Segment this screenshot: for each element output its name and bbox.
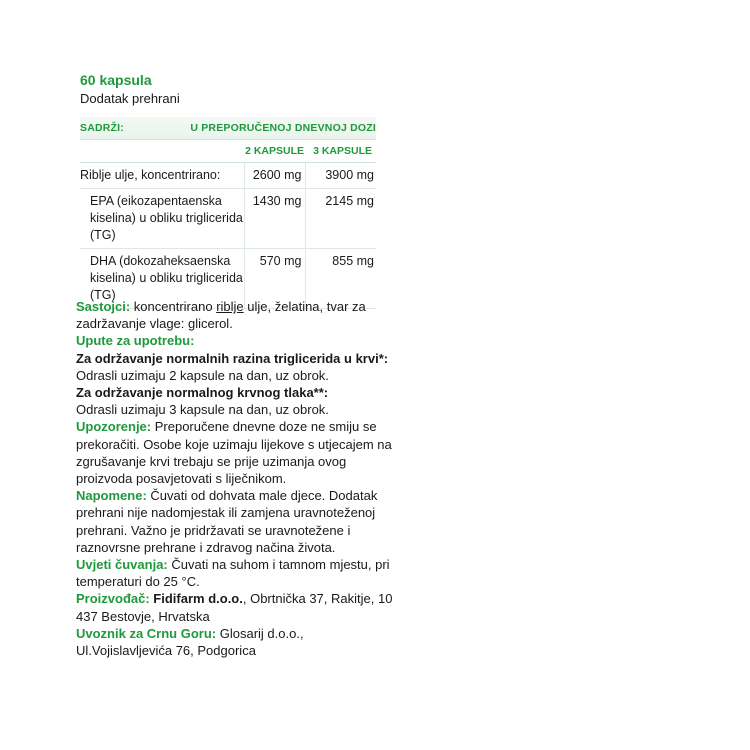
nutrition-table bbox=[80, 117, 376, 309]
usage-label: Upute za upotrebu: bbox=[76, 333, 195, 349]
col-daily-dose: U PREPORUČENOJ DNEVNOJ DOZI bbox=[190, 122, 376, 134]
table-header-row bbox=[80, 117, 376, 140]
importer-paragraph bbox=[76, 625, 396, 659]
usage1-text: Odrasli uzimaju 2 kapsule na dan, uz obrok. bbox=[76, 367, 329, 383]
producer-name: Fidifarm d.o.o. bbox=[149, 591, 243, 607]
col-2-capsules: 2 KAPSULE bbox=[245, 145, 304, 157]
notes-text: Čuvati od dohvata male djece. Dodatak prehrani nije nadomjestak ili zamjena uravnoteženoj prehrani. Važno je pridržavati se uravnotežene i raznovrsne prehrane i zdravog načina života. bbox=[76, 488, 378, 555]
ingredients-text-b: ulje, želatina, tvar za zadržavanje vlage: glicerol. bbox=[76, 299, 366, 332]
ingredients-label: Sastojci: bbox=[76, 299, 131, 314]
row-value-3caps: 2145 mg bbox=[305, 189, 376, 248]
producer-label: Proizvođač: bbox=[76, 591, 150, 607]
row-value-3caps: 855 mg bbox=[305, 249, 376, 308]
row-value-2caps: 1430 mg bbox=[244, 189, 306, 248]
ingredients-paragraph bbox=[76, 298, 396, 332]
usage2-title: Za održavanje normalnog krvnog tlaka**: bbox=[76, 385, 329, 401]
importer-text: Glosarij d.o.o., Ul.Vojislavljevića 76, Podgorica bbox=[76, 625, 304, 659]
table-row bbox=[80, 189, 376, 249]
warning-label: Upozorenje: bbox=[76, 419, 152, 435]
table-subheader-row bbox=[80, 140, 376, 163]
row-name: Riblje ulje, koncentrirano: bbox=[80, 168, 221, 182]
label-text bbox=[76, 298, 396, 659]
storage-label: Uvjeti čuvanja: bbox=[76, 557, 168, 573]
importer-label: Uvoznik za Crnu Goru: bbox=[76, 625, 217, 641]
row-value-3caps: 3900 mg bbox=[305, 163, 376, 188]
product-subtitle: Dodatak prehrani bbox=[80, 91, 180, 106]
storage-paragraph bbox=[76, 556, 396, 590]
ingredients-text-a: koncentrirano bbox=[130, 299, 217, 314]
table-row bbox=[80, 163, 376, 189]
warning-text: Preporučene dnevne doze ne smiju se prekoračiti. Osobe koje uzimaju lijekove s utjecajem na zgrušavanje krvi trebaju se prije uzimanja ovog proizvoda posavjetovati s liječnikom. bbox=[76, 419, 392, 487]
col-3-capsules: 3 KAPSULE bbox=[313, 145, 372, 157]
usage2-text: Odrasli uzimaju 3 kapsule na dan, uz obrok. bbox=[76, 402, 329, 418]
usage1-title: Za održavanje normalnih razina triglicerida u krvi*: bbox=[76, 350, 389, 366]
row-value-2caps: 2600 mg bbox=[244, 163, 306, 188]
row-value-2caps: 570 mg bbox=[244, 249, 306, 308]
producer-text: , Obrtnička 37, Rakitje, 10 437 Bestovje, Hrvatska bbox=[76, 591, 393, 624]
ingredients-underlined: riblje bbox=[216, 299, 244, 314]
storage-text: Čuvati na suhom i tamnom mjestu, pri temperaturi do 25 °C. bbox=[76, 557, 390, 590]
notes-label: Napomene: bbox=[76, 488, 147, 504]
notes-paragraph bbox=[76, 487, 396, 556]
col-contains: SADRŽI: bbox=[80, 122, 124, 134]
warning-paragraph bbox=[76, 418, 396, 487]
row-name: EPA (eikozapentaenska kiselina) u obliku triglicerida (TG) bbox=[90, 194, 243, 242]
product-title: 60 kapsula bbox=[80, 72, 152, 88]
producer-paragraph bbox=[76, 590, 396, 624]
row-name: DHA (dokozaheksaenska kiselina) u obliku triglicerida (TG) bbox=[90, 254, 243, 302]
